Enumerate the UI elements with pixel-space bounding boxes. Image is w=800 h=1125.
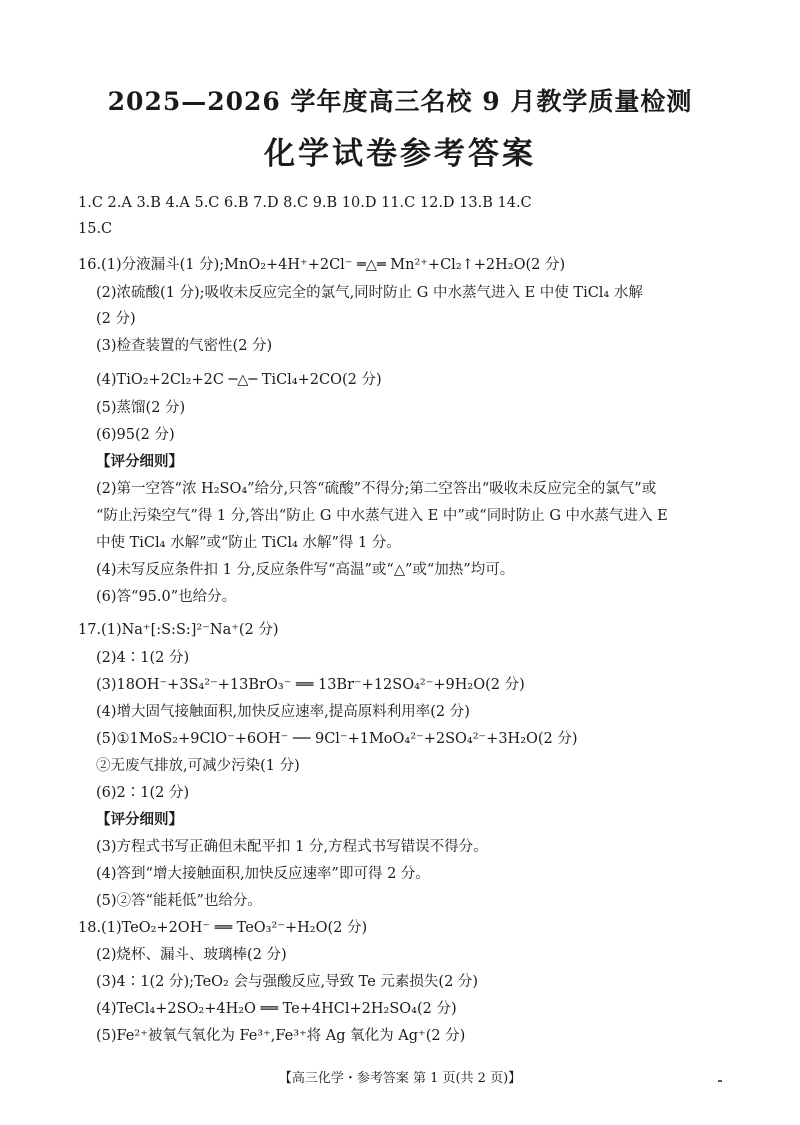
- answer-line: (3)方程式书写正确但未配平扣 1 分,方程式书写错误不得分。: [96, 839, 488, 855]
- answer-line: (5)Fe²⁺被氧气氧化为 Fe³⁺,Fe³⁺将 Ag 氧化为 Ag⁺(2 分): [96, 1028, 466, 1044]
- grading-rules-heading: 【评分细则】: [96, 811, 183, 828]
- answer-line: (4)TiO₂+2Cl₂+2C ─△─ TiCl₄+2CO(2 分): [96, 372, 382, 388]
- page-title: 2025—2026 学年度高三名校 9 月教学质量检测: [107, 87, 693, 116]
- answer-line: (3)检查装置的气密性(2 分): [96, 338, 273, 354]
- answer-line: (2)4∶1(2 分): [96, 650, 190, 666]
- answer-line: (5)①1MoS₂+9ClO⁻+6OH⁻ ── 9Cl⁻+1MoO₄²⁻+2SO₄²⁻+3H₂O(2 分): [96, 731, 578, 747]
- answer-line: (5)蒸馏(2 分): [96, 400, 186, 416]
- answer-line: 16.(1)分液漏斗(1 分);MnO₂+4H⁺+2Cl⁻ ═△═ Mn²⁺+Cl₂↑+2H₂O(2 分): [78, 257, 566, 273]
- answer-line: (4)TeCl₄+2SO₂+4H₂O ══ Te+4HCl+2H₂SO₄(2 分): [96, 1001, 457, 1017]
- answer-line: (2)第一空答“浓 H₂SO₄”给分,只答“硫酸”不得分;第二空答出“吸收未反应完全的氯气”或: [96, 481, 657, 497]
- answer-line: (6)2∶1(2 分): [96, 785, 190, 801]
- answer-line: (2 分): [96, 311, 136, 327]
- answer-line: 18.(1)TeO₂+2OH⁻ ══ TeO₃²⁻+H₂O(2 分): [78, 920, 368, 936]
- answer-line: “防止污染空气”得 1 分,答出“防止 G 中水蒸气进入 E 中”或“同时防止 G 中水蒸气进入 E: [96, 508, 668, 524]
- answer-line: (5)②答“能耗低”也给分。: [96, 893, 262, 909]
- answer-line: ②无废气排放,可减少污染(1 分): [96, 758, 300, 774]
- page-footer: 【高三化学・参考答案 第 1 页(共 2 页)】: [278, 1071, 522, 1086]
- answer-line: (2)浓硫酸(1 分);吸收未反应完全的氯气,同时防止 G 中水蒸气进入 E 中使 TiCl₄ 水解: [96, 285, 643, 301]
- answer-line: (4)增大固气接触面积,加快反应速率,提高原料利用率(2 分): [96, 704, 470, 720]
- answer-line: 17.(1)Na⁺[:S:S:]²⁻Na⁺(2 分): [78, 622, 279, 638]
- answer-line: (6)95(2 分): [96, 427, 175, 443]
- answer-line: (4)未写反应条件扣 1 分,反应条件写“高温”或“△”或“加热”均可。: [96, 562, 515, 578]
- scan-mark: [718, 1080, 722, 1082]
- answer-line: (6)答“95.0”也给分。: [96, 589, 237, 605]
- answer-line: (3)18OH⁻+3S₄²⁻+13BrO₃⁻ ══ 13Br⁻+12SO₄²⁻+9H₂O(2 分): [96, 677, 525, 693]
- page-subtitle: 化学试卷参考答案: [264, 136, 536, 172]
- answer-line: (2)烧杯、漏斗、玻璃棒(2 分): [96, 947, 287, 963]
- answer-line: 1.C 2.A 3.B 4.A 5.C 6.B 7.D 8.C 9.B 10.D 11.C 12.D 13.B 14.C: [78, 195, 532, 211]
- answer-line: 15.C: [78, 221, 113, 237]
- answer-line: (4)答到“增大接触面积,加快反应速率”即可得 2 分。: [96, 866, 430, 882]
- answer-line: (3)4∶1(2 分);TeO₂ 会与强酸反应,导致 Te 元素损失(2 分): [96, 974, 479, 990]
- grading-rules-heading: 【评分细则】: [96, 453, 183, 470]
- answer-line: 中使 TiCl₄ 水解”或“防止 TiCl₄ 水解”得 1 分。: [96, 535, 401, 551]
